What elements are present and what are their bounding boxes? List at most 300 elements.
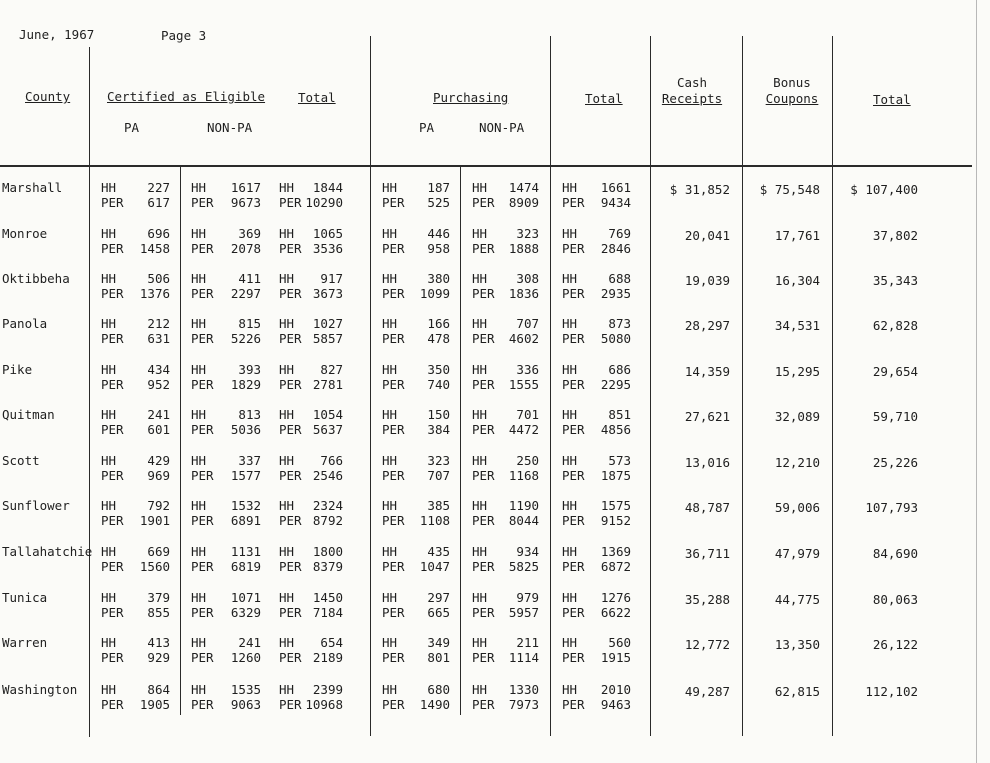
hh-label: HH [562, 682, 578, 697]
p-pa-hh-value: 385 [427, 498, 450, 513]
c-tot-per-value: 8379 [312, 559, 343, 574]
col-cash-receipts-line2: Receipts [661, 91, 723, 106]
col-certified-pa: PA [124, 120, 140, 135]
p-tot-hh-value: 769 [608, 226, 631, 241]
per-label: PER [101, 513, 124, 528]
hh-label: HH [562, 498, 578, 513]
per-label: PER [562, 422, 585, 437]
hh-label: HH [472, 362, 488, 377]
p-npa-hh-value: 1474 [508, 180, 539, 195]
c-npa-hh-value: 337 [238, 453, 261, 468]
hh-label: HH [279, 362, 295, 377]
c-npa-per-value: 6891 [230, 513, 261, 528]
p-tot-hh-value: 688 [608, 271, 631, 286]
table-row [0, 682, 990, 722]
c-pa-per-value: 1376 [139, 286, 170, 301]
per-label: PER [279, 377, 302, 392]
hh-label: HH [472, 590, 488, 605]
per-label: PER [382, 377, 405, 392]
per-label: PER [101, 468, 124, 483]
c-npa-per-value: 9063 [230, 697, 261, 712]
per-label: PER [472, 513, 495, 528]
per-label: PER [101, 422, 124, 437]
per-label: PER [472, 650, 495, 665]
p-pa-per-value: 525 [427, 195, 450, 210]
p-tot-hh-value: 873 [608, 316, 631, 331]
c-npa-per-value: 5036 [230, 422, 261, 437]
hh-label: HH [472, 180, 488, 195]
per-label: PER [191, 468, 214, 483]
bonus-coupons-value: 32,089 [774, 409, 820, 424]
cash-receipts-value: $ 31,852 [669, 182, 730, 197]
p-tot-per-value: 2935 [600, 286, 631, 301]
c-npa-hh-value: 1071 [230, 590, 261, 605]
bonus-coupons-value: 59,006 [774, 500, 820, 515]
p-npa-per-value: 8044 [508, 513, 539, 528]
per-label: PER [472, 331, 495, 346]
p-npa-hh-value: 211 [516, 635, 539, 650]
grand-total-value: 35,343 [872, 273, 918, 288]
c-tot-per-value: 3673 [312, 286, 343, 301]
c-tot-hh-value: 827 [320, 362, 343, 377]
col-bonus-coupons-line1: Bonus [773, 75, 811, 90]
per-label: PER [562, 241, 585, 256]
bonus-coupons-value: $ 75,548 [759, 182, 820, 197]
bonus-coupons-value: 12,210 [774, 455, 820, 470]
hh-label: HH [101, 635, 117, 650]
cash-receipts-value: 27,621 [684, 409, 730, 424]
bonus-coupons-value: 47,979 [774, 546, 820, 561]
county-name: Pike [2, 362, 33, 377]
p-tot-per-value: 4856 [600, 422, 631, 437]
p-pa-hh-value: 323 [427, 453, 450, 468]
p-tot-per-value: 2846 [600, 241, 631, 256]
per-label: PER [562, 195, 585, 210]
hh-label: HH [101, 407, 117, 422]
p-tot-hh-value: 2010 [600, 682, 631, 697]
county-name: Marshall [2, 180, 63, 195]
per-label: PER [382, 559, 405, 574]
c-npa-per-value: 5226 [230, 331, 261, 346]
hh-label: HH [382, 226, 398, 241]
per-label: PER [191, 650, 214, 665]
c-tot-per-value: 5637 [312, 422, 343, 437]
p-tot-hh-value: 560 [608, 635, 631, 650]
c-pa-per-value: 1905 [139, 697, 170, 712]
hh-label: HH [101, 180, 117, 195]
p-npa-hh-value: 250 [516, 453, 539, 468]
c-tot-hh-value: 917 [320, 271, 343, 286]
grand-total-value: 84,690 [872, 546, 918, 561]
county-name: Tallahatchie [2, 544, 93, 559]
c-pa-hh-value: 506 [147, 271, 170, 286]
col-bonus-coupons-line2: Coupons [765, 91, 819, 106]
grand-total-value: 112,102 [865, 684, 918, 699]
hh-label: HH [279, 271, 295, 286]
c-npa-hh-value: 241 [238, 635, 261, 650]
hh-label: HH [101, 362, 117, 377]
c-npa-per-value: 1829 [230, 377, 261, 392]
p-npa-hh-value: 1190 [508, 498, 539, 513]
c-pa-hh-value: 864 [147, 682, 170, 697]
hh-label: HH [191, 271, 207, 286]
grand-total-value: 59,710 [872, 409, 918, 424]
c-npa-hh-value: 1131 [230, 544, 261, 559]
c-pa-hh-value: 429 [147, 453, 170, 468]
p-tot-per-value: 1875 [600, 468, 631, 483]
p-npa-per-value: 4472 [508, 422, 539, 437]
cash-receipts-value: 20,041 [684, 228, 730, 243]
c-pa-per-value: 855 [147, 605, 170, 620]
county-name: Tunica [2, 590, 48, 605]
per-label: PER [562, 513, 585, 528]
c-npa-hh-value: 813 [238, 407, 261, 422]
grand-total-value: 37,802 [872, 228, 918, 243]
c-npa-per-value: 6819 [230, 559, 261, 574]
per-label: PER [562, 331, 585, 346]
hh-label: HH [562, 407, 578, 422]
hh-label: HH [382, 407, 398, 422]
hh-label: HH [562, 362, 578, 377]
county-name: Panola [2, 316, 48, 331]
hh-label: HH [382, 635, 398, 650]
table-row [0, 498, 990, 538]
hh-label: HH [101, 226, 117, 241]
per-label: PER [472, 286, 495, 301]
county-name: Sunflower [2, 498, 70, 513]
per-label: PER [279, 331, 302, 346]
per-label: PER [472, 559, 495, 574]
hh-label: HH [279, 453, 295, 468]
hh-label: HH [191, 407, 207, 422]
hh-label: HH [279, 635, 295, 650]
cash-receipts-value: 14,359 [684, 364, 730, 379]
c-tot-hh-value: 1800 [312, 544, 343, 559]
hh-label: HH [382, 271, 398, 286]
per-label: PER [562, 286, 585, 301]
c-pa-hh-value: 241 [147, 407, 170, 422]
per-label: PER [382, 697, 405, 712]
p-tot-per-value: 6622 [600, 605, 631, 620]
p-tot-hh-value: 1575 [600, 498, 631, 513]
p-pa-hh-value: 150 [427, 407, 450, 422]
hh-label: HH [472, 635, 488, 650]
per-label: PER [382, 605, 405, 620]
c-pa-hh-value: 792 [147, 498, 170, 513]
table-row [0, 453, 990, 493]
hh-label: HH [382, 316, 398, 331]
per-label: PER [562, 650, 585, 665]
c-npa-hh-value: 815 [238, 316, 261, 331]
hh-label: HH [472, 682, 488, 697]
c-tot-hh-value: 1450 [312, 590, 343, 605]
hh-label: HH [101, 498, 117, 513]
per-label: PER [472, 697, 495, 712]
c-tot-hh-value: 766 [320, 453, 343, 468]
p-pa-hh-value: 380 [427, 271, 450, 286]
grand-total-value: 25,226 [872, 455, 918, 470]
c-npa-per-value: 1260 [230, 650, 261, 665]
p-npa-hh-value: 934 [516, 544, 539, 559]
hh-label: HH [191, 226, 207, 241]
hh-label: HH [101, 682, 117, 697]
p-tot-per-value: 9463 [600, 697, 631, 712]
table-row [0, 635, 990, 675]
per-label: PER [562, 697, 585, 712]
p-tot-hh-value: 573 [608, 453, 631, 468]
grand-total-value: $ 107,400 [850, 182, 918, 197]
table-row [0, 590, 990, 630]
hh-label: HH [472, 271, 488, 286]
p-npa-per-value: 1114 [508, 650, 539, 665]
hh-label: HH [562, 180, 578, 195]
per-label: PER [101, 241, 124, 256]
hh-label: HH [472, 498, 488, 513]
per-label: PER [191, 241, 214, 256]
per-label: PER [562, 559, 585, 574]
p-pa-per-value: 1047 [419, 559, 450, 574]
per-label: PER [191, 377, 214, 392]
per-label: PER [382, 195, 405, 210]
hh-label: HH [191, 635, 207, 650]
p-npa-per-value: 1888 [508, 241, 539, 256]
hh-label: HH [472, 407, 488, 422]
hh-label: HH [101, 453, 117, 468]
p-pa-per-value: 665 [427, 605, 450, 620]
bonus-coupons-value: 16,304 [774, 273, 820, 288]
c-tot-hh-value: 1027 [312, 316, 343, 331]
p-pa-hh-value: 166 [427, 316, 450, 331]
grand-total-value: 26,122 [872, 637, 918, 652]
per-label: PER [279, 559, 302, 574]
cash-receipts-value: 12,772 [684, 637, 730, 652]
p-npa-per-value: 1555 [508, 377, 539, 392]
p-tot-per-value: 9434 [600, 195, 631, 210]
p-npa-hh-value: 323 [516, 226, 539, 241]
p-pa-per-value: 707 [427, 468, 450, 483]
per-label: PER [191, 286, 214, 301]
table-row [0, 316, 990, 356]
p-npa-hh-value: 979 [516, 590, 539, 605]
hh-label: HH [562, 544, 578, 559]
per-label: PER [191, 559, 214, 574]
p-pa-hh-value: 680 [427, 682, 450, 697]
c-tot-per-value: 3536 [312, 241, 343, 256]
per-label: PER [382, 513, 405, 528]
c-pa-hh-value: 669 [147, 544, 170, 559]
hh-label: HH [101, 316, 117, 331]
c-tot-per-value: 2781 [312, 377, 343, 392]
hh-label: HH [191, 316, 207, 331]
table-row [0, 544, 990, 584]
grand-total-value: 62,828 [872, 318, 918, 333]
per-label: PER [472, 605, 495, 620]
hh-label: HH [101, 271, 117, 286]
c-npa-per-value: 2078 [230, 241, 261, 256]
hh-label: HH [472, 316, 488, 331]
p-npa-hh-value: 336 [516, 362, 539, 377]
table-row [0, 271, 990, 311]
per-label: PER [472, 195, 495, 210]
p-tot-per-value: 1915 [600, 650, 631, 665]
hh-label: HH [191, 682, 207, 697]
hh-label: HH [382, 682, 398, 697]
hh-label: HH [191, 453, 207, 468]
c-tot-per-value: 10968 [305, 697, 343, 712]
c-npa-per-value: 2297 [230, 286, 261, 301]
c-tot-per-value: 2189 [312, 650, 343, 665]
hh-label: HH [279, 226, 295, 241]
p-tot-hh-value: 851 [608, 407, 631, 422]
per-label: PER [562, 468, 585, 483]
p-pa-per-value: 958 [427, 241, 450, 256]
c-tot-per-value: 7184 [312, 605, 343, 620]
c-npa-hh-value: 411 [238, 271, 261, 286]
table-row [0, 362, 990, 402]
per-label: PER [191, 605, 214, 620]
hh-label: HH [382, 498, 398, 513]
per-label: PER [101, 697, 124, 712]
county-name: Quitman [2, 407, 55, 422]
table-row [0, 226, 990, 266]
c-tot-hh-value: 1844 [312, 180, 343, 195]
hh-label: HH [562, 635, 578, 650]
p-tot-per-value: 9152 [600, 513, 631, 528]
c-pa-per-value: 601 [147, 422, 170, 437]
c-npa-per-value: 1577 [230, 468, 261, 483]
col-cash-receipts-line1: Cash [676, 75, 708, 90]
cash-receipts-value: 36,711 [684, 546, 730, 561]
p-pa-hh-value: 446 [427, 226, 450, 241]
per-label: PER [562, 605, 585, 620]
c-npa-hh-value: 393 [238, 362, 261, 377]
per-label: PER [382, 650, 405, 665]
p-tot-hh-value: 1276 [600, 590, 631, 605]
county-name: Washington [2, 682, 78, 697]
hh-label: HH [191, 498, 207, 513]
c-npa-per-value: 9673 [230, 195, 261, 210]
bonus-coupons-value: 15,295 [774, 364, 820, 379]
p-tot-hh-value: 1661 [600, 180, 631, 195]
p-tot-per-value: 2295 [600, 377, 631, 392]
c-tot-hh-value: 1065 [312, 226, 343, 241]
p-pa-per-value: 740 [427, 377, 450, 392]
p-tot-per-value: 6872 [600, 559, 631, 574]
c-pa-hh-value: 379 [147, 590, 170, 605]
per-label: PER [101, 331, 124, 346]
p-pa-hh-value: 297 [427, 590, 450, 605]
p-tot-hh-value: 1369 [600, 544, 631, 559]
per-label: PER [191, 513, 214, 528]
c-tot-per-value: 2546 [312, 468, 343, 483]
c-tot-hh-value: 1054 [312, 407, 343, 422]
p-tot-hh-value: 686 [608, 362, 631, 377]
per-label: PER [279, 697, 302, 712]
p-npa-per-value: 5825 [508, 559, 539, 574]
p-npa-hh-value: 701 [516, 407, 539, 422]
per-label: PER [382, 286, 405, 301]
cash-receipts-value: 48,787 [684, 500, 730, 515]
p-pa-hh-value: 435 [427, 544, 450, 559]
p-npa-per-value: 1836 [508, 286, 539, 301]
p-pa-per-value: 384 [427, 422, 450, 437]
col-purchasing-total: Total [585, 91, 623, 106]
p-npa-per-value: 4602 [508, 331, 539, 346]
per-label: PER [279, 286, 302, 301]
hh-label: HH [279, 407, 295, 422]
c-pa-per-value: 929 [147, 650, 170, 665]
p-pa-hh-value: 349 [427, 635, 450, 650]
c-pa-hh-value: 434 [147, 362, 170, 377]
report-date: June, 1967 [19, 27, 95, 42]
hh-label: HH [382, 453, 398, 468]
per-label: PER [382, 422, 405, 437]
c-pa-per-value: 1560 [139, 559, 170, 574]
per-label: PER [101, 286, 124, 301]
hh-label: HH [279, 590, 295, 605]
col-certified-total: Total [298, 90, 336, 105]
p-pa-hh-value: 350 [427, 362, 450, 377]
hh-label: HH [472, 453, 488, 468]
p-npa-per-value: 7973 [508, 697, 539, 712]
cash-receipts-value: 28,297 [684, 318, 730, 333]
hh-label: HH [382, 362, 398, 377]
hh-label: HH [562, 590, 578, 605]
hh-label: HH [279, 316, 295, 331]
c-pa-per-value: 1901 [139, 513, 170, 528]
per-label: PER [101, 195, 124, 210]
p-npa-hh-value: 308 [516, 271, 539, 286]
hh-label: HH [562, 226, 578, 241]
hh-label: HH [382, 590, 398, 605]
per-label: PER [472, 422, 495, 437]
col-county: County [25, 89, 71, 104]
per-label: PER [101, 559, 124, 574]
bonus-coupons-value: 44,775 [774, 592, 820, 607]
hh-label: HH [279, 682, 295, 697]
header-rule [0, 165, 972, 167]
per-label: PER [279, 195, 302, 210]
col-grand-total: Total [873, 92, 911, 107]
bonus-coupons-value: 62,815 [774, 684, 820, 699]
c-tot-per-value: 5857 [312, 331, 343, 346]
c-tot-hh-value: 654 [320, 635, 343, 650]
hh-label: HH [472, 544, 488, 559]
hh-label: HH [191, 180, 207, 195]
per-label: PER [191, 195, 214, 210]
bonus-coupons-value: 34,531 [774, 318, 820, 333]
per-label: PER [472, 468, 495, 483]
per-label: PER [382, 468, 405, 483]
hh-label: HH [101, 544, 117, 559]
c-pa-hh-value: 696 [147, 226, 170, 241]
p-pa-per-value: 1099 [419, 286, 450, 301]
p-pa-per-value: 478 [427, 331, 450, 346]
col-purchasing-non-pa: NON-PA [479, 120, 525, 135]
hh-label: HH [279, 498, 295, 513]
col-certified: Certified as Eligible [107, 89, 266, 104]
hh-label: HH [191, 544, 207, 559]
cash-receipts-value: 13,016 [684, 455, 730, 470]
c-npa-hh-value: 1535 [230, 682, 261, 697]
p-npa-hh-value: 1330 [508, 682, 539, 697]
page-number: Page 3 [161, 28, 207, 43]
cash-receipts-value: 19,039 [684, 273, 730, 288]
county-name: Warren [2, 635, 48, 650]
hh-label: HH [279, 544, 295, 559]
c-pa-per-value: 1458 [139, 241, 170, 256]
hh-label: HH [191, 590, 207, 605]
